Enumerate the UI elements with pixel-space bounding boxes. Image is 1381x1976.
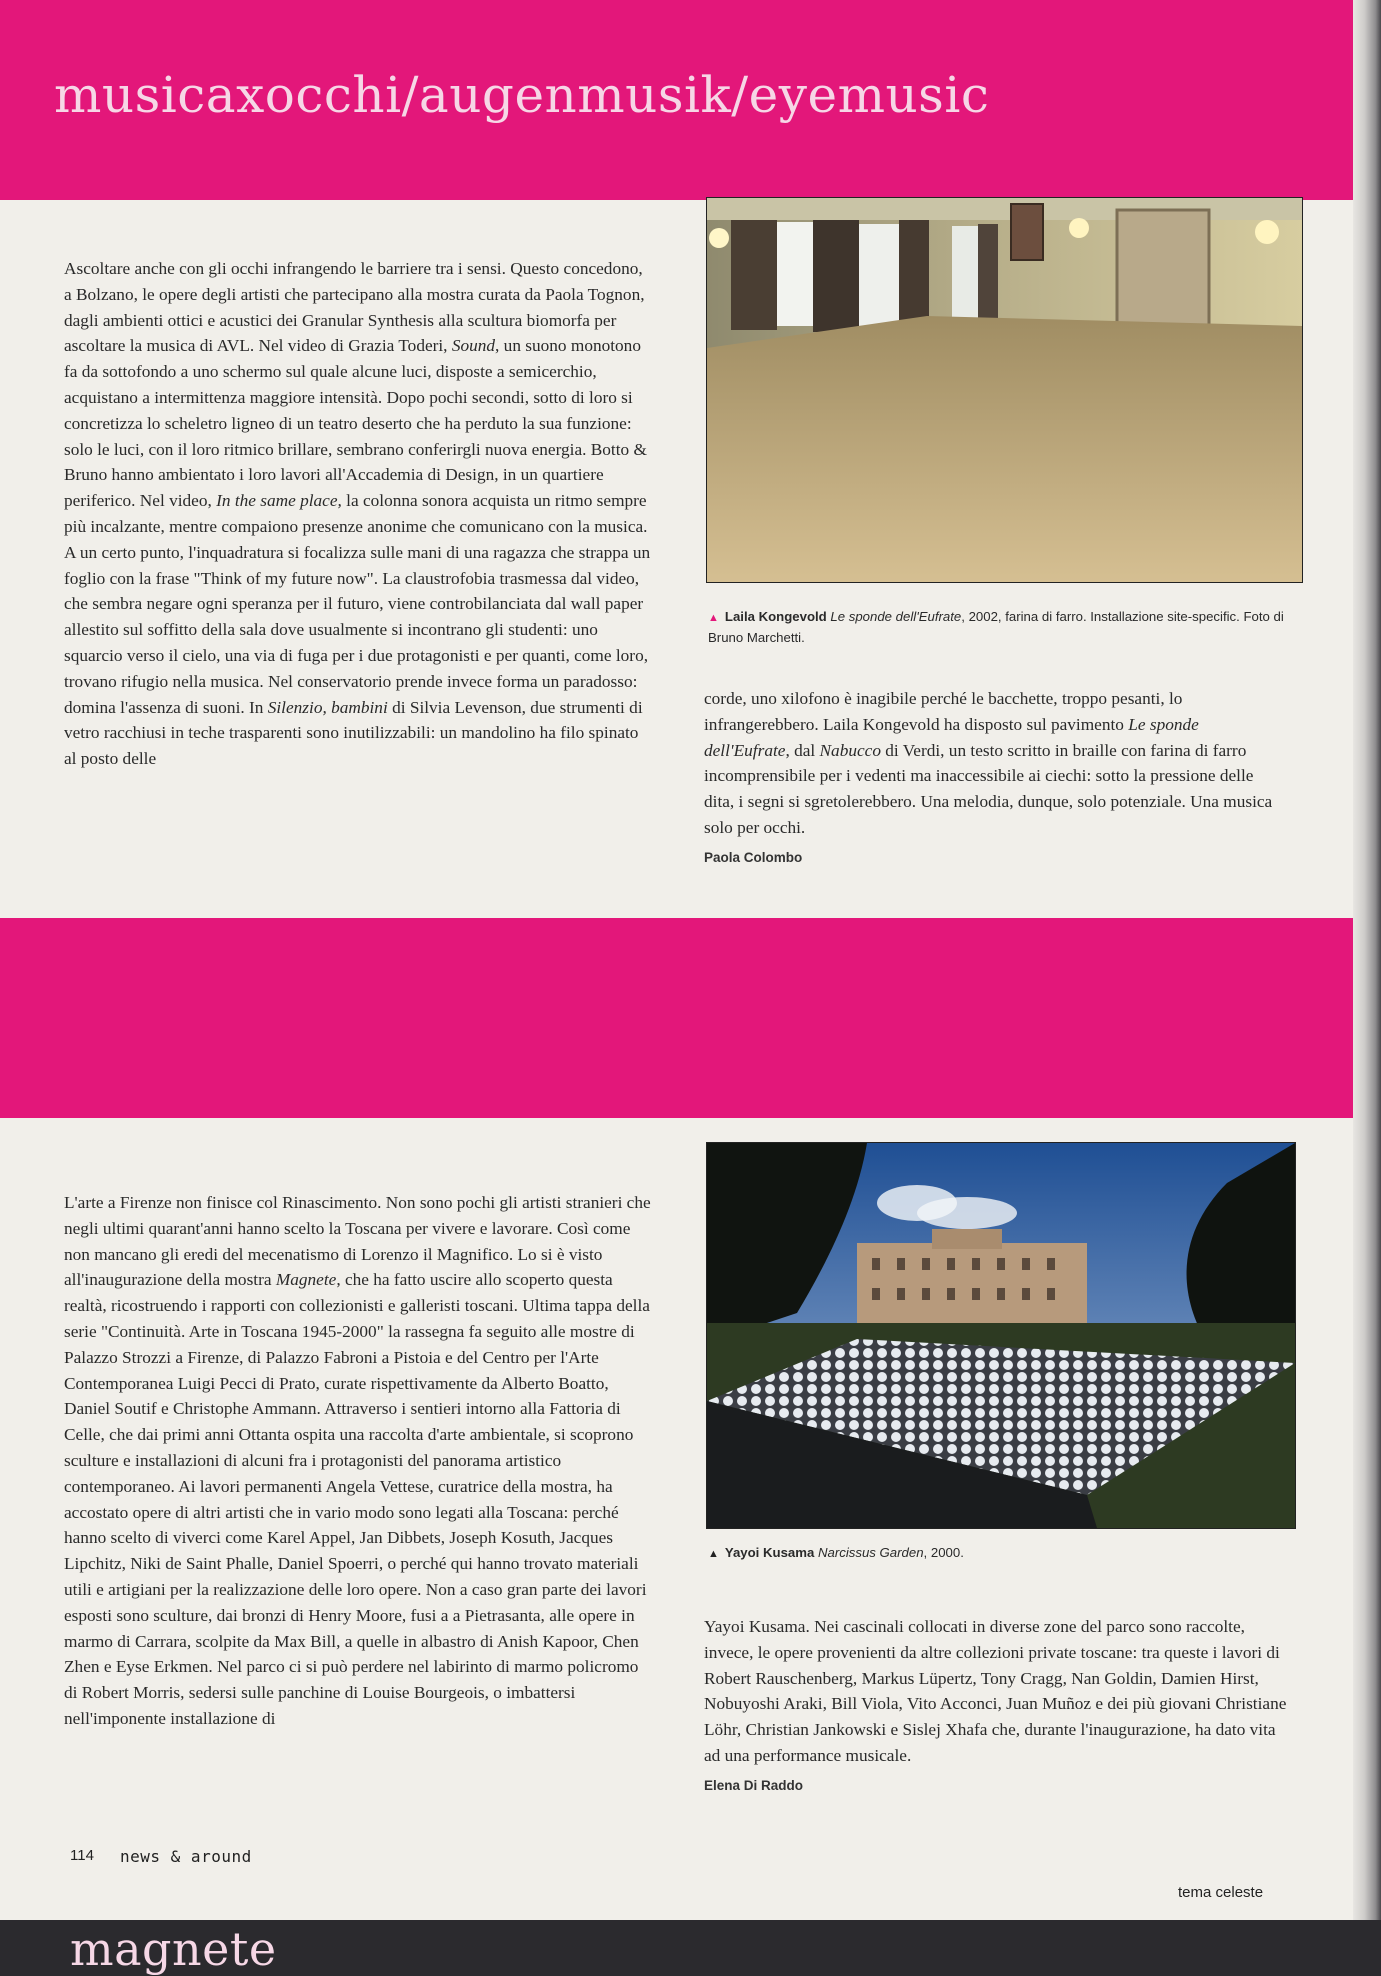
section-title: musicaxocchi/augenmusik/eyemusic [54,66,990,124]
article-paragraph: Yayoi Kusama. Nei cascinali collocati in diverse zone del parco sono raccolte, invece, le opere provenienti da altre collezioni private toscane: tra queste i lavori di Robert Rauschenberg, Markus Lüpertz, Tony Cragg, Nan Goldin, Damien Hirst, Nobuyoshi Araki, Bill Viola, Vito Acconci, Juan Muñoz e dei più giovani Christiane Löhr, Christian Jankowski e Sislej Xhafa che, durante l'inaugurazione, ha dato vita ad una performance musicale. [704,1617,1287,1765]
page-fold-shadow [1353,0,1381,1920]
article-continuation [704,686,1286,871]
installation-photo-room [706,197,1303,583]
magazine-name: tema celeste [1178,1884,1264,1901]
article-author: Elena Di Raddo [704,1777,804,1793]
article-body [64,256,654,772]
article-body [64,1190,654,1732]
article-paragraph: corde, uno xilofono è inagibile perché le bacchette, troppo pesanti, lo infrangerebbero. Laila Kongevold ha disposto sul pavimento Le sponde dell'Eufrate, dal Nabucco di Verdi, un testo scritto in braille con farina di farro incomprensibile per i vedenti ma inaccessibile ai ciechi: sotto la pressione delle dita, i segni si sgretolerebbero. Una melodia, dunque, solo potenziale. Una musica solo per occhi. [704,689,1273,837]
photo-caption: ▲ Laila Kongevold Le sponde dell'Eufrate, 2002, farina di farro. Installazione site-specific. Foto di Bruno Marchetti. [708,609,1284,645]
section-name: news & around [120,1847,252,1866]
photo-caption: ▲ Yayoi Kusama Narcissus Garden, 2000. [708,1545,964,1560]
article-paragraph: Ascoltare anche con gli occhi infrangendo le barriere tra i sensi. Questo concedono, a Bolzano, le opere degli artisti che partecipano alla mostra curata da Paola Tognon, dagli ambienti ottici e acustici dei Granular Synthesis alla scultura biomorfa per ascoltare la musica di AVL. Nel video di Grazia Toderi, Sound, un suono monotono fa da sottofondo a uno schermo sul quale alcune luci, disposte a semicerchio, acquistano a intermittenza maggiore intensità. Dopo pochi secondi, sotto di loro si concretizza lo scheletro ligneo di un teatro deserto che ha perduto la sua funzione: solo le luci, con il loro ritmico brillare, sembrano conferirgli nuova energia. Botto & Bruno hanno ambientato i loro lavori all'Accademia di Design, in un quartiere periferico. Nel video, In the same place, la colonna sonora acquista un ritmo sempre più incalzante, mentre compaiono presenze anonime che comunicano con la musica. A un certo punto, l'inquadratura si focalizza sulle mani di una ragazza che strappa un foglio con la frase "Think of my future now". La claustrofobia trasmessa dal video, che sembra negare ogni speranza per il futuro, viene controbilanciata dal wall paper allestito sul soffitto della sala dove usualmente si incontrano gli studenti: uno squarcio verso il cielo, una via di fuga per i due protagonisti e per quanti, come loro, trovano rifugio nella musica. Nel conservatorio prende invece forma un paradosso: domina l'assenza di suoni. In Silenzio, bambini di Silvia Levenson, due strumenti di vetro racchiusi in teche trasparenti sono inutilizzabili: un mandolino ha filo spinato al posto delle [64,259,651,769]
section-title: magnete [70,1922,277,1976]
article-author: Paola Colombo [704,849,803,865]
article-paragraph: L'arte a Firenze non finisce col Rinascimento. Non sono pochi gli artisti stranieri che negli ultimi quarant'anni hanno scelto la Toscana per vivere e lavorare. Così come non mancano gli eredi del mecenatismo di Lorenzo il Magnifico. Lo si è visto all'inaugurazione della mostra Magnete, che ha fatto uscire allo scoperto questa realtà, ricostruendo i rapporti con collezionisti e galleristi toscani. Ultima tappa della serie "Continuità. Arte in Toscana 1945-2000" la rassegna fa seguito alle mostre di Palazzo Strozzi a Firenze, di Palazzo Fabroni a Pistoia e del Centro per l'Arte Contemporanea Luigi Pecci di Prato, curate rispettivamente da Alberto Boatto, Daniel Soutif e Christophe Ammann. Attraverso i sentieri intorno alla Fattoria di Celle, che dai primi anni Ottanta ospita una raccolta d'arte ambientale, si scoprono sculture e installazioni di alcuni fra i protagonisti del panorama artistico contemporaneo. Ai lavori permanenti Angela Vettese, curatrice della mostra, ha accostato opere di altri artisti che in vario modo sono legati alla Toscana: perché hanno scelto di viverci come Karel Appel, Jan Dibbets, Joseph Kosuth, Jacques Lipchitz, Niki de Saint Phalle, Daniel Spoerri, o perché qui hanno trovato materiali utili e artigiani per la realizzazione delle loro opere. Non a caso gran parte dei lavori esposti sono sculture, dai bronzi di Henry Moore, fusi a a Pietrasanta, alle opere in marmo di Carrara, scolpite da Max Bill, a quelle in albastro di Anish Kapoor, Chen Zhen e Eyse Erkmen. Nel parco ci si può perdere nel labirinto di marmo policromo di Robert Morris, sedersi sulle panchine di Louise Bourgeois, o imbattersi nell'imponente installazione di [64,1193,651,1728]
page-number: 114 [70,1847,94,1864]
caret-up-icon: ▲ [708,612,719,624]
garden-photo-image [707,1143,1295,1528]
caret-up-icon: ▲ [708,1548,719,1560]
section-header-band [0,0,1381,200]
room-photo-image [707,198,1302,582]
installation-photo-garden [706,1142,1296,1529]
article-continuation [704,1614,1294,1799]
